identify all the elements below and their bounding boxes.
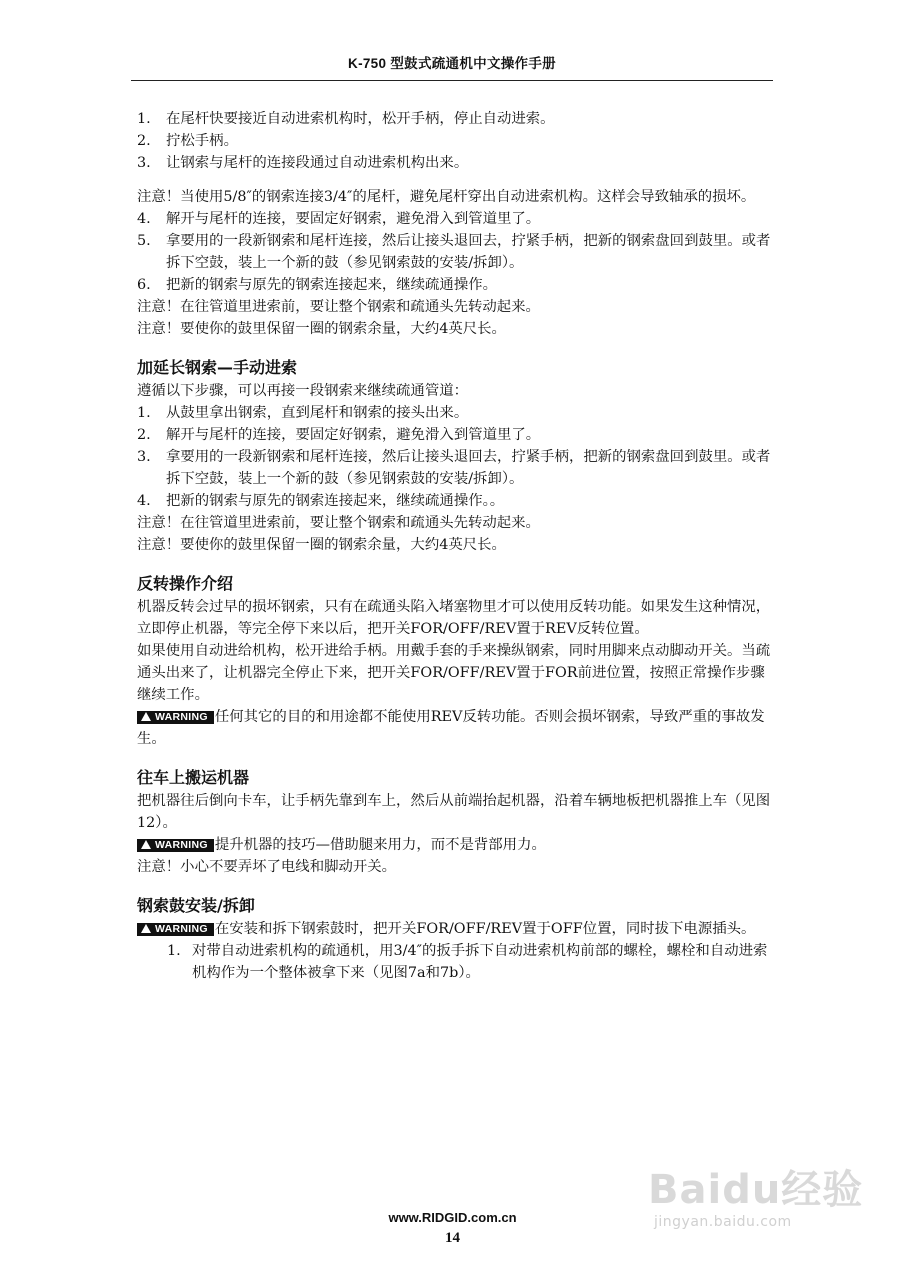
section-heading-reverse: 反转操作介绍 xyxy=(137,574,234,593)
note-text: 注意！要使你的鼓里保留一圈的钢索余量，大约4英尺长。 xyxy=(137,321,506,337)
warning-badge: WARNING xyxy=(137,839,214,852)
list-item: 1. 在尾杆快要接近自动进索机构时，松开手柄，停止自动进索。 xyxy=(137,111,555,127)
warning-triangle-icon xyxy=(141,840,151,849)
reverse-paragraph-1: 机器反转会过早的损坏钢索，只有在疏通头陷入堵塞物里才可以使用反转功能。如果发生这种情况，立即停止机器，等完全停下来以后，把开关FOR/OFF/REV置于REV反转位置。 xyxy=(137,599,771,637)
section-heading-drum: 钢索鼓安装/拆卸 xyxy=(137,896,255,915)
note-bearing: 注意！当使用5/8″的钢索连接3/4″的尾杆，避免尾杆穿出自动进索机构。这样会导致轴承的损坏。 xyxy=(137,189,756,205)
warning-badge: WARNING xyxy=(137,711,214,724)
list-item: 5. 拿要用的一段新钢索和尾杆连接，然后让接头退回去，拧紧手柄，把新的钢索盘回到鼓里。或者拆下空鼓，装上一个新的鼓（参见钢索鼓的安装/拆卸）。 xyxy=(137,233,771,271)
warning-triangle-icon xyxy=(141,924,151,933)
list-item: 2. 解开与尾杆的连接，要固定好钢索，避免滑入到管道里了。 xyxy=(137,427,541,443)
baidu-watermark-url: jingyan.baidu.com xyxy=(654,1214,792,1230)
manual-feed-list xyxy=(137,402,777,512)
warning-triangle-icon xyxy=(141,712,151,721)
footer-url: www.RIDGID.com.cn xyxy=(388,1210,517,1225)
note-text: 注意！在往管道里进索前，要让整个钢索和疏通头先转动起来。 xyxy=(137,299,540,315)
note-text: 注意！要使你的鼓里保留一圈的钢索余量，大约4英尺长。 xyxy=(137,537,506,553)
list-item: 4. 把新的钢索与原先的钢索连接起来，继续疏通操作。。 xyxy=(137,493,505,509)
auto-feed-list xyxy=(137,208,777,296)
page-number: 14 xyxy=(445,1230,460,1246)
list-item: 1. 对带自动进索机构的疏通机，用3/4″的扳手拆下自动进索机构前部的螺栓，螺栓和自动进索机构作为一个整体被拿下来（见图7a和7b）。 xyxy=(167,943,768,981)
list-item: 3. 让钢索与尾杆的连接段通过自动进索机构出来。 xyxy=(137,155,469,171)
warning-badge: WARNING xyxy=(137,923,214,936)
transport-paragraph: 把机器往后倒向卡车，让手柄先靠到车上，然后从前端抬起机器，沿着车辆地板把机器推上车（见图12）。 xyxy=(137,793,771,831)
reverse-paragraph-2: 如果使用自动进给机构，松开进给手柄。用戴手套的手来操纵钢索，同时用脚来点动脚动开关。当疏通头出来了，让机器完全停止下来，把开关FOR/OFF/REV置于FOR前进位置，按照正常操作步骤继续工作。 xyxy=(137,643,771,703)
note-text: 注意！小心不要弄坏了电线和脚动开关。 xyxy=(137,859,397,875)
header-divider xyxy=(131,80,773,81)
list-item: 3. 拿要用的一段新钢索和尾杆连接，然后让接头退回去，拧紧手柄，把新的钢索盘回到鼓里。或者拆下空鼓，装上一个新的鼓（参见钢索鼓的安装/拆卸）。 xyxy=(137,449,771,487)
drum-warning: WARNING 在安装和拆下钢索鼓时，把开关FOR/OFF/REV置于OFF位置，同时拔下电源插头。 xyxy=(137,918,777,940)
manual-intro: 遵循以下步骤，可以再接一段钢索来继续疏通管道： xyxy=(137,383,468,399)
note-text: 注意！在往管道里进索前，要让整个钢索和疏通头先转动起来。 xyxy=(137,515,540,531)
transport-warning: WARNING 提升机器的技巧—借助腿来用力，而不是背部用力。 xyxy=(137,834,777,856)
list-item: 4. 解开与尾杆的连接，要固定好钢索，避免滑入到管道里了。 xyxy=(137,211,541,227)
list-item: 6. 把新的钢索与原先的钢索连接起来，继续疏通操作。 xyxy=(137,277,497,293)
reverse-warning: WARNING 任何其它的目的和用途都不能使用REV反转功能。否则会损坏钢索，导致严重的事故发生。 xyxy=(137,709,765,747)
document-header-title: K-750 型鼓式疏通机中文操作手册 xyxy=(348,56,556,71)
section-heading-transport: 往车上搬运机器 xyxy=(137,768,250,787)
list-item: 1. 从鼓里拿出钢索，直到尾杆和钢索的接头出来。 xyxy=(137,405,469,421)
list-item: 2. 拧松手柄。 xyxy=(137,133,238,149)
intro-list xyxy=(137,108,777,174)
section-heading-manual-feed: 加延长钢索—手动进索 xyxy=(137,358,298,377)
page-content xyxy=(137,108,777,984)
baidu-watermark-logo: Baidu经验 xyxy=(648,1167,864,1213)
